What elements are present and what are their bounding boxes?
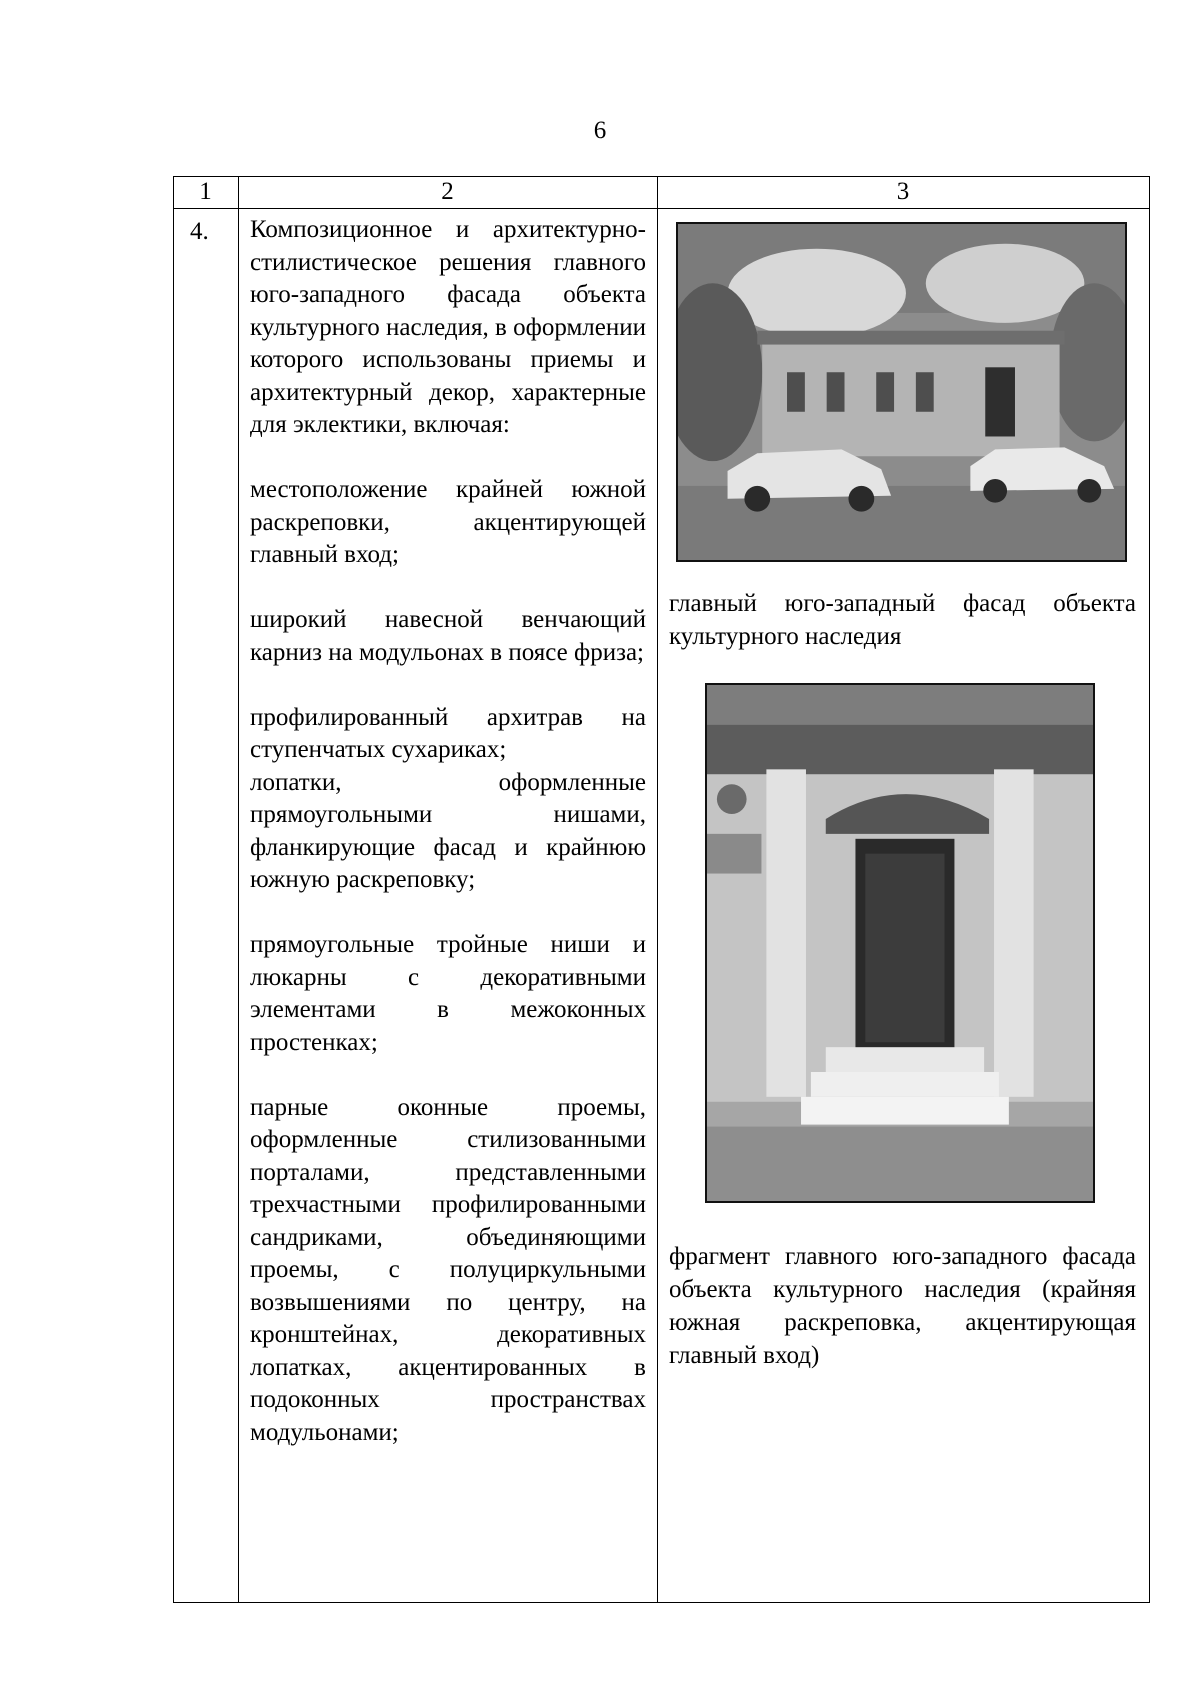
table-header-col-2: 2 bbox=[441, 178, 454, 205]
paragraph-architrave: профилированный архитрав на ступенчатых сухариках; bbox=[250, 703, 646, 763]
paragraph-intro: Композиционное и архитектурно-стилистическое решения главного юго-западного фасада объекта культурного наследия, в оформлении которого использованы приемы и архитектурный декор, характерные для эклектики, включая: bbox=[250, 216, 646, 438]
paragraph-pilasters: лопатки, оформленные прямоугольными нишами, фланкирующие фасад и крайнюю южную раскреповку; bbox=[250, 768, 646, 893]
paragraph-windows: парные оконные проемы, оформленные стилизованными порталами, представленными трехчастными профилированными сандриками, объединяющими проемы, с полуциркульными возвышениями по центру, на кронштейнах, декоративных лопатках, акцентированных в подоконных пространствах модульонами; bbox=[250, 1093, 646, 1446]
entrance-photo-caption: фрагмент главного юго-западного фасада объекта культурного наследия (крайняя южная раскреповка, акцентирующая главный вход) bbox=[669, 1243, 1136, 1369]
description-column bbox=[250, 214, 646, 1449]
facade-photo bbox=[676, 222, 1127, 562]
facade-photo-caption: главный юго-западный фасад объекта культурного наследия bbox=[669, 590, 1136, 650]
table-header-col-1: 1 bbox=[199, 178, 212, 205]
row-number: 4. bbox=[190, 218, 209, 245]
table-header-col-3: 3 bbox=[896, 178, 910, 205]
paragraph-cornice: широкий навесной венчающий карниз на модульонах в поясе фриза; bbox=[250, 606, 646, 666]
paragraph-niches: прямоугольные тройные ниши и люкарны с декоративными элементами в межоконных простенках; bbox=[250, 931, 646, 1056]
entrance-photo bbox=[705, 683, 1095, 1203]
paragraph-location: местоположение крайней южной раскреповки, акцентирующей главный вход; bbox=[250, 476, 646, 568]
page-number: 6 bbox=[593, 117, 607, 144]
